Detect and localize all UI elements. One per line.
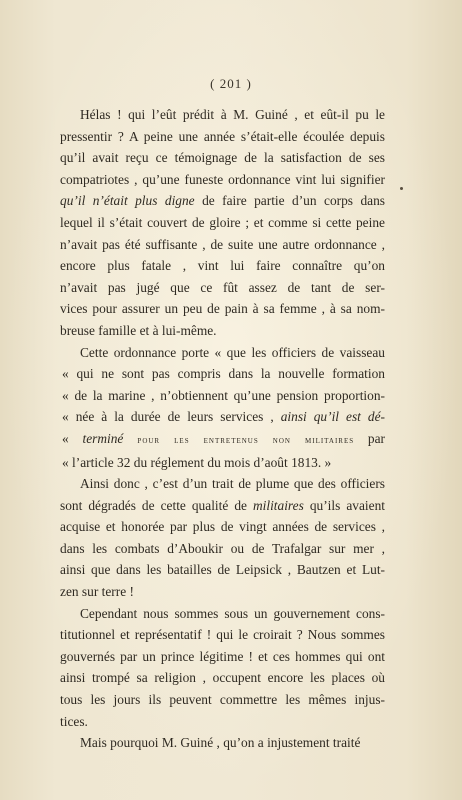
text-line [60,277,385,299]
text-run: vices pour assurer un peu de pain à sa femme , à sa nom- [60,301,385,317]
text-line [60,689,385,711]
small-caps-text: pour les entretenus non militaires [123,434,355,446]
text-run: « qui ne sont pas compris dans la nouvelle formation [62,366,385,382]
text-line [60,711,385,733]
text-run: sont dégradés de cette qualité de [60,497,253,513]
text-run: qu’il avait reçu ce témoignage de la satisfaction de ses [60,150,385,166]
text-line [60,538,385,560]
text-run: Hélas ! qui l’eût prédit à M. Guiné , et eût-il pu le [80,107,385,122]
paragraph [60,603,385,733]
margin-mark [400,187,403,190]
text-run: breuse famille et à lui-même. [60,322,217,338]
text-run: pressentir ? A peine une année s’était-elle écoulée depuis [60,128,385,144]
text-line [60,190,385,212]
text-line [60,603,385,625]
text-run: tices. [60,713,88,729]
text-run: de faire partie d’un corps dans [194,193,385,209]
text-run: compatriotes , qu’une funeste ordonnance vint lui signifier [60,171,385,187]
text-run: n’avait pas été suffisante , de suite une autre ordonnance , [60,236,385,252]
text-run: dans les combats d’Aboukir ou de Trafalgar sur mer , [60,540,385,556]
text-line [60,646,385,668]
text-line [60,406,385,428]
text-line [60,255,385,277]
text-run: « l’article 32 du réglement du mois d’août 1813. » [62,454,332,470]
text-line [60,234,385,256]
text-line [60,495,385,517]
italic-text: militaires [252,497,304,513]
text-run: acquise et honorée par plus de vingt années de services , [60,519,385,535]
paragraph [60,732,385,754]
body-text [60,104,385,754]
text-line [60,104,385,126]
italic-text: terminé [82,430,124,446]
text-run: gouvernés par un prince légitime ! et ces hommes qui ont [60,648,385,664]
text-run: ainsi que dans les batailles de Leipsick , Bautzen et Lut- [60,562,385,578]
text-run: tous les jours ils peuvent commettre les mêmes injus- [60,692,385,708]
text-run: Cependant nous sommes sous un gouvernement cons- [80,605,385,621]
text-line [60,169,385,191]
italic-text: ainsi qu’il est dé- [280,409,385,425]
text-line [60,428,385,452]
text-line [60,667,385,689]
text-run: par [354,430,385,446]
paragraph [60,104,385,342]
page-number: ( 201 ) [210,76,252,91]
text-line [60,212,385,234]
text-run: titutionnel et représentatif ! qui le croirait ? Nous sommes [60,627,385,643]
text-line [60,126,385,148]
text-line [60,473,385,495]
text-run: encore plus fatale , vint lui faire connaître qu’on [60,258,385,274]
text-line [60,385,385,407]
text-line [60,363,385,385]
text-run: ainsi trompé sa religion , occupent encore les places où [60,670,385,686]
text-line [60,624,385,646]
text-run: Ainsi donc , c’est d’un trait de plume que des officiers [80,476,385,492]
text-run: n’avait pas jugé que ce fût assez de tant de ser- [60,279,385,295]
paragraph [60,342,385,474]
paragraph [60,473,385,603]
text-line [60,320,385,342]
text-run: Mais pourquoi M. Guiné , qu’on a injustement traité [80,735,361,751]
text-line [60,342,385,364]
text-line [60,298,385,320]
text-run: qu’ils avaient [303,497,385,513]
text-line [60,147,385,169]
text-line [60,516,385,538]
text-line [60,732,385,754]
text-run: « [62,430,83,446]
text-run: « née à la durée de leurs services , [62,409,281,425]
text-line [60,581,385,603]
text-run: lequel il s’était couvert de gloire ; et comme si cette peine [60,214,385,230]
text-run: zen sur terre ! [60,584,134,600]
text-run: Cette ordonnance porte « que les officiers de vaisseau [80,344,385,360]
text-line [60,559,385,581]
text-run: « de la marine , n’obtiennent qu’une pension proportion- [62,387,385,403]
italic-text: qu’il n’était plus digne [60,193,195,209]
text-line [60,452,385,474]
